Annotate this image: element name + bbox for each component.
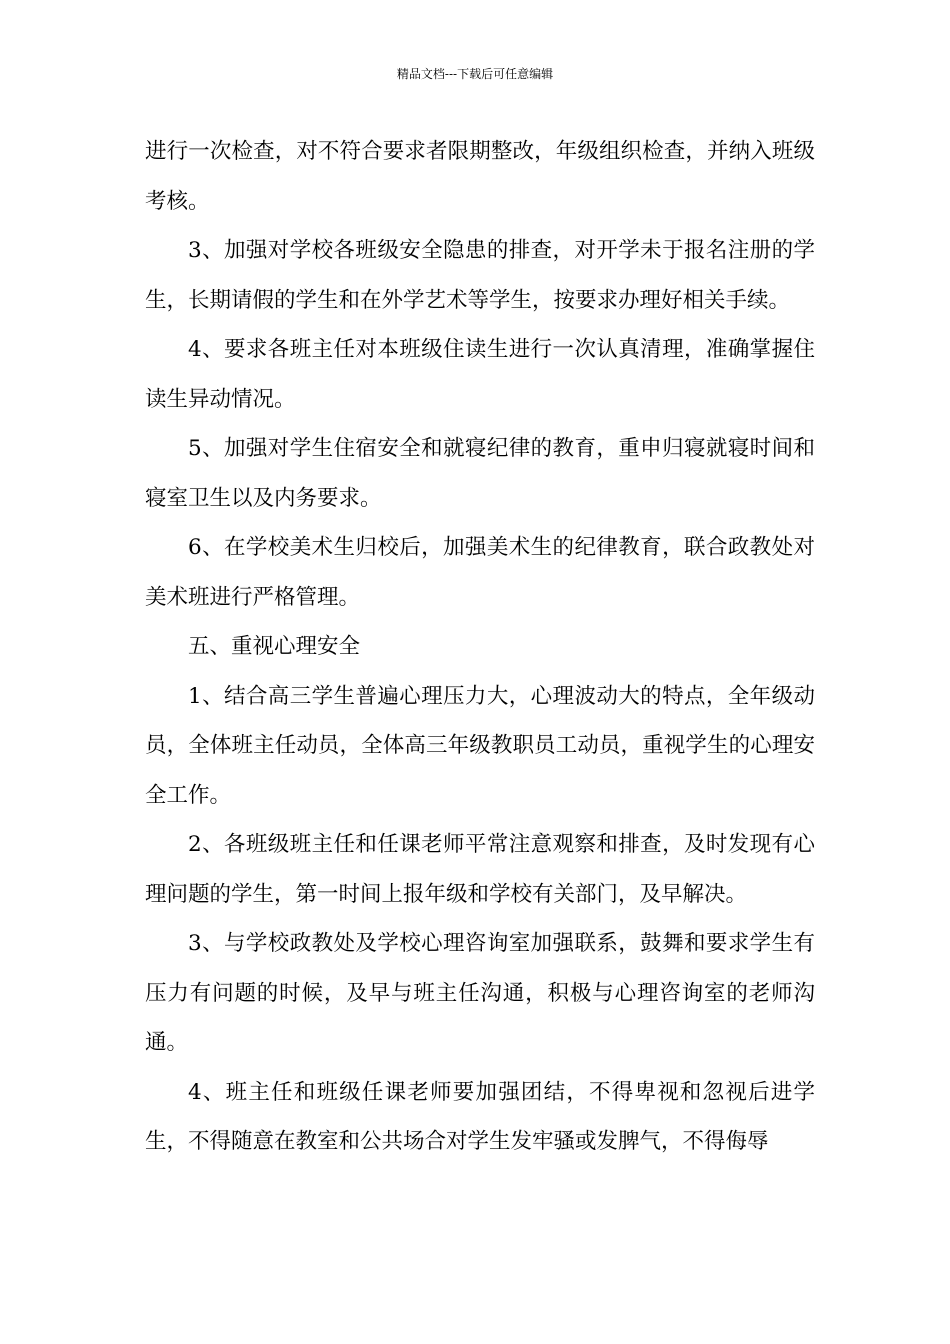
paragraph-item-6: 6、在学校美术生归校后，加强美术生的纪律教育，联合政教处对美术班进行严格管理。 [145, 535, 815, 610]
paragraph-psych-3: 3、与学校政教处及学校心理咨询室加强联系，鼓舞和要求学生有压力有问题的时候，及早与班主任沟通，积极与心理咨询室的老师沟通。 [145, 931, 815, 1055]
page-header: 精品文档---下载后可任意编辑 [396, 67, 554, 81]
paragraph-item-3: 3、加强对学校各班级安全隐患的排查，对开学未于报名注册的学生，长期请假的学生和在外学艺术等学生，按要求办理好相关手续。 [145, 238, 815, 313]
paragraph-psych-4: 4、班主任和班级任课老师要加强团结，不得卑视和忽视后进学生，不得随意在教室和公共场合对学生发牢骚或发脾气，不得侮辱 [145, 1079, 815, 1154]
section-heading: 五、重视心理安全 [188, 634, 361, 659]
paragraph-psych-1: 1、结合高三学生普遍心理压力大，心理波动大的特点，全年级动员，全体班主任动员，全体高三年级教职员工动员，重视学生的心理安全工作。 [145, 683, 815, 808]
paragraph-psych-2: 2、各班级班主任和任课老师平常注意观察和排查，及时发现有心理问题的学生，第一时间上报年级和学校有关部门，及早解决。 [145, 832, 815, 907]
paragraph-item-5: 5、加强对学生住宿安全和就寝纪律的教育，重申归寝就寝时间和寝室卫生以及内务要求。 [145, 436, 815, 511]
document-body [145, 127, 815, 1167]
paragraph-item-4: 4、要求各班主任对本班级住读生进行一次认真清理，准确掌握住读生异动情况。 [145, 337, 815, 412]
paragraph-continuation: 进行一次检查，对不符合要求者限期整改，年级组织检查，并纳入班级考核。 [145, 139, 815, 214]
